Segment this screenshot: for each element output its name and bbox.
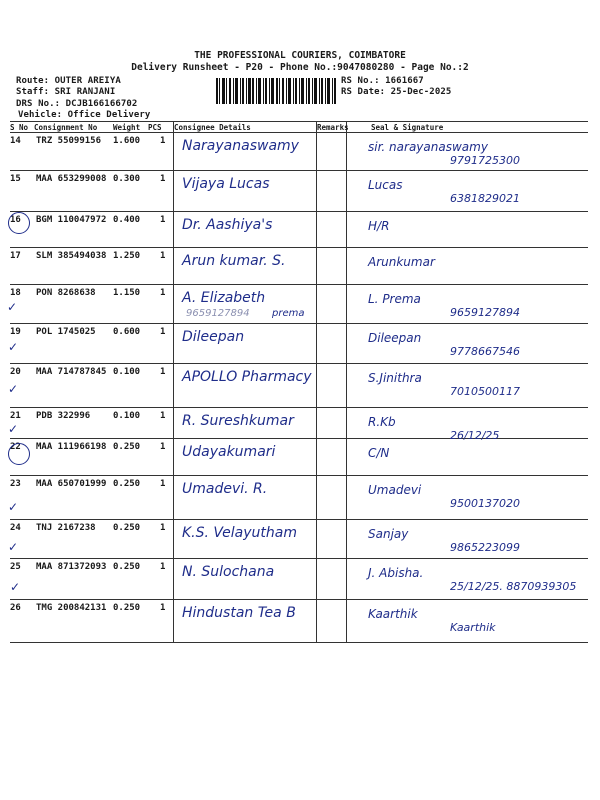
row-divider (10, 438, 588, 439)
row-weight: 1.250 (113, 251, 141, 261)
row-signature: Sanjay (368, 527, 409, 541)
row-consignment-number: TRZ 55099156 (36, 136, 102, 146)
column-divider (346, 121, 347, 643)
row-consignee-name: Umadevi. R. (182, 481, 268, 497)
row-consignee-name: APOLLO Pharmacy (182, 369, 312, 385)
col-header-sno: S No (10, 123, 29, 132)
row-divider (10, 170, 588, 171)
row-pieces: 1 (160, 367, 166, 377)
row-signature: S.Jinithra (368, 371, 422, 385)
row-serial-number: 25 (10, 562, 21, 572)
row-consignee-name: Vijaya Lucas (182, 176, 270, 192)
row-signature: sir. narayanaswamy (368, 140, 488, 154)
col-header-weight: Weight (113, 123, 141, 132)
drs-number: DRS No.: DCJB166166702 (16, 99, 138, 109)
rs-number: RS No.: 1661667 (341, 76, 424, 86)
company-title: THE PROFESSIONAL COURIERS, COIMBATORE (194, 50, 406, 61)
header-bottom-border (10, 132, 588, 133)
row-serial-number: 20 (10, 367, 21, 377)
row-divider (10, 599, 588, 600)
barcode-image (216, 78, 336, 104)
row-signature-phone: Kaarthik (450, 621, 496, 634)
row-weight: 1.150 (113, 288, 141, 298)
row-pieces: 1 (160, 327, 166, 337)
row-pieces: 1 (160, 562, 166, 572)
row-note-phone: 9659127894 (186, 308, 250, 319)
staff-label: Staff: SRI RANJANI (16, 87, 116, 97)
check-mark: ✓ (8, 340, 19, 354)
row-serial-number: 17 (10, 251, 21, 261)
row-consignee-name: Dileepan (182, 329, 245, 345)
runsheet-table (10, 121, 588, 643)
row-weight: 0.250 (113, 523, 141, 533)
row-weight: 0.100 (113, 411, 141, 421)
row-pieces: 1 (160, 288, 166, 298)
row-signature-phone: 9865223099 (450, 541, 520, 554)
row-serial-number: 23 (10, 479, 21, 489)
route-label: Route: OUTER AREIYA (16, 76, 121, 86)
row-signature-phone: 9791725300 (450, 154, 520, 167)
row-pieces: 1 (160, 523, 166, 533)
row-serial-number: 14 (10, 136, 21, 146)
check-mark: ✓ (8, 382, 19, 396)
row-signature-phone: 9778667546 (450, 345, 520, 358)
row-signature: Lucas (368, 178, 403, 192)
row-divider (10, 363, 588, 364)
row-consignment-number: PDB 322996 (36, 411, 91, 421)
row-note-name: prema (272, 308, 305, 319)
row-serial-number: 15 (10, 174, 21, 184)
row-consignee-name: N. Sulochana (182, 564, 275, 580)
row-pieces: 1 (160, 603, 166, 613)
row-signature: C/N (368, 446, 390, 460)
row-pieces: 1 (160, 442, 166, 452)
circle-mark (8, 212, 30, 234)
row-consignment-number: POL 1745025 (36, 327, 96, 337)
col-header-consignment: Consignment No (34, 123, 98, 132)
row-pieces: 1 (160, 136, 166, 146)
row-weight: 0.400 (113, 215, 141, 225)
row-consignment-number: BGM 110047972 (36, 215, 107, 225)
table-top-border (10, 121, 588, 122)
row-consignment-number: MAA 714787845 (36, 367, 107, 377)
column-divider (173, 121, 174, 643)
row-signature: Kaarthik (368, 607, 418, 621)
row-signature-phone: 6381829021 (450, 192, 520, 205)
row-pieces: 1 (160, 251, 166, 261)
row-consignment-number: MAA 653299008 (36, 174, 107, 184)
row-weight: 0.100 (113, 367, 141, 377)
row-signature-phone: 9659127894 (450, 306, 520, 319)
row-consignment-number: MAA 871372093 (36, 562, 107, 572)
row-weight: 0.250 (113, 562, 141, 572)
row-weight: 1.600 (113, 136, 141, 146)
row-serial-number: 21 (10, 411, 21, 421)
row-divider (10, 284, 588, 285)
row-signature: Umadevi (368, 483, 422, 497)
row-pieces: 1 (160, 215, 166, 225)
check-mark: ✓ (7, 300, 18, 314)
row-signature-phone: 25/12/25. 8870939305 (450, 580, 577, 593)
column-divider (316, 121, 317, 643)
row-consignment-number: TNJ 2167238 (36, 523, 96, 533)
row-serial-number: 19 (10, 327, 21, 337)
check-mark: ✓ (8, 422, 19, 436)
row-serial-number: 16 (10, 215, 21, 225)
row-divider (10, 407, 588, 408)
row-consignment-number: TMG 200842131 (36, 603, 107, 613)
circle-mark (8, 443, 30, 465)
row-signature: H/R (368, 219, 390, 233)
row-consignment-number: SLM 385494038 (36, 251, 107, 261)
row-signature: R.Kb (368, 415, 396, 429)
row-signature: Dileepan (368, 331, 422, 345)
row-divider (10, 519, 588, 520)
check-mark: ✓ (8, 500, 19, 514)
row-divider (10, 211, 588, 212)
row-serial-number: 24 (10, 523, 21, 533)
row-serial-number: 26 (10, 603, 21, 613)
row-weight: 0.250 (113, 603, 141, 613)
row-divider (10, 558, 588, 559)
check-mark: ✓ (10, 580, 21, 594)
row-signature-phone: 26/12/25 (450, 429, 500, 442)
row-consignee-name: A. Elizabeth (182, 290, 266, 306)
row-signature-phone: 9500137020 (450, 497, 520, 510)
row-consignee-name: Dr. Aashiya's (182, 217, 273, 233)
row-signature-phone: 7010500117 (450, 385, 520, 398)
row-divider (10, 323, 588, 324)
col-header-pcs: PCS (148, 123, 162, 132)
row-consignment-number: MAA 111966198 (36, 442, 107, 452)
row-weight: 0.250 (113, 442, 141, 452)
row-consignment-number: MAA 650701999 (36, 479, 107, 489)
row-weight: 0.250 (113, 479, 141, 489)
table-bottom-border (10, 642, 588, 643)
check-mark: ✓ (8, 540, 19, 554)
row-weight: 0.600 (113, 327, 141, 337)
row-consignee-name: Udayakumari (182, 444, 276, 460)
row-consignee-name: R. Sureshkumar (182, 413, 294, 429)
runsheet-subtitle: Delivery Runsheet - P20 - Phone No.:9047080280 - Page No.:2 (131, 62, 469, 73)
row-serial-number: 18 (10, 288, 21, 298)
row-signature: Arunkumar (368, 255, 435, 269)
row-pieces: 1 (160, 479, 166, 489)
row-consignee-name: Hindustan Tea B (182, 605, 296, 621)
rs-date: RS Date: 25-Dec-2025 (341, 87, 452, 97)
row-signature: L. Prema (368, 292, 421, 306)
row-consignee-name: K.S. Velayutham (182, 525, 297, 541)
col-header-signature: Seal & Signature (371, 123, 444, 132)
col-header-consignee: Consignee Details (174, 123, 251, 132)
row-serial-number: 22 (10, 442, 21, 452)
row-pieces: 1 (160, 174, 166, 184)
row-divider (10, 247, 588, 248)
col-header-remarks: Remarks (317, 123, 349, 132)
row-consignee-name: Narayanaswamy (182, 138, 299, 154)
row-consignment-number: PON 8268638 (36, 288, 96, 298)
row-pieces: 1 (160, 411, 166, 421)
row-divider (10, 475, 588, 476)
vehicle-label: Vehicle: Office Delivery (18, 110, 151, 120)
row-weight: 0.300 (113, 174, 141, 184)
row-consignee-name: Arun kumar. S. (182, 253, 286, 269)
row-signature: J. Abisha. (368, 566, 424, 580)
